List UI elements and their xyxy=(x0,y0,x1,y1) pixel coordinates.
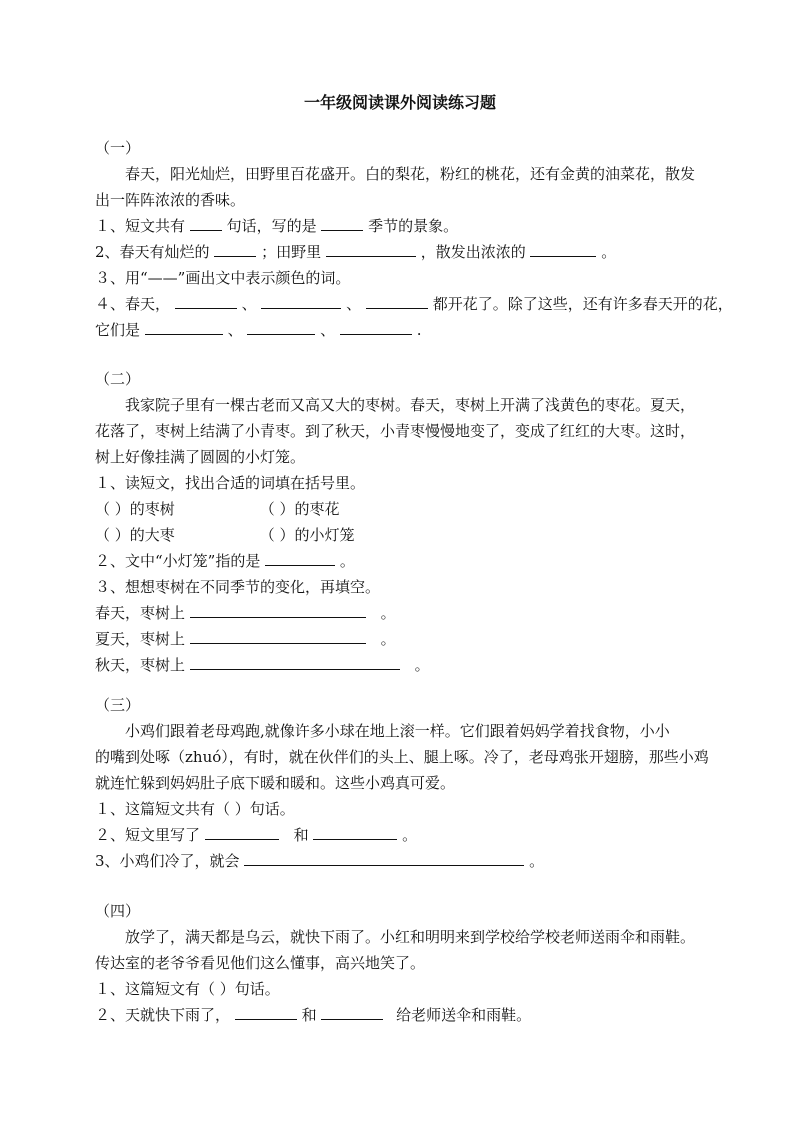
season-line xyxy=(95,600,720,626)
answer-blank[interactable] xyxy=(190,627,366,644)
question-text: ２、短文里写了 xyxy=(95,826,201,844)
season-line xyxy=(95,626,720,652)
question-1: １、这篇短文有（ ）句话。 xyxy=(95,980,280,998)
question-text: 3、小鸡们冷了，就会 xyxy=(95,852,240,870)
fill-row xyxy=(95,522,720,548)
answer-blank[interactable] xyxy=(205,823,279,840)
answer-blank[interactable] xyxy=(265,549,335,566)
period: 。 xyxy=(380,630,396,648)
answer-blank[interactable] xyxy=(247,318,315,335)
question-2 xyxy=(95,822,720,848)
answer-blank[interactable] xyxy=(190,653,400,670)
question-4 xyxy=(95,291,733,317)
paragraph-line: 树上好像挂满了圆圆的小灯笼。 xyxy=(95,448,306,466)
season-label: 夏天，枣树上 xyxy=(95,630,186,648)
paragraph-line: 小鸡们跟着老母鸡跑,就像许多小球在地上滚一样。它们跟着妈妈学着找食物，小小 xyxy=(125,722,670,740)
answer-blank[interactable] xyxy=(175,292,237,309)
paragraph-line: 的嘴到处啄（zhuó），有时，就在伙伴们的头上、腿上啄。冷了，老母鸡张开翅膀，那些小鸡 xyxy=(95,748,709,766)
question-1: １、这篇短文共有（ ）句话。 xyxy=(95,800,295,818)
question-text: 2、春天有灿烂的 xyxy=(95,243,210,261)
question-text: 。 xyxy=(339,552,355,570)
question-text: ，散发出浓浓的 xyxy=(420,243,526,261)
separator: 、 xyxy=(346,295,362,313)
season-label: 春天，枣树上 xyxy=(95,604,186,622)
question-text: ４、春天， xyxy=(95,295,171,313)
question-2 xyxy=(95,239,720,265)
question-text: 和 xyxy=(293,826,309,844)
answer-blank[interactable] xyxy=(326,240,416,257)
question-text: 给老师送伞和雨鞋。 xyxy=(396,1006,532,1024)
section-heading: （二） xyxy=(95,370,141,388)
question-text: 它们是 xyxy=(95,321,141,339)
answer-blank[interactable] xyxy=(261,292,341,309)
question-text: １、短文共有 xyxy=(95,217,186,235)
question-text: 。 xyxy=(529,852,545,870)
answer-blank[interactable] xyxy=(145,318,223,335)
answer-blank[interactable] xyxy=(313,823,397,840)
separator: 、 xyxy=(320,321,336,339)
section-heading: （四） xyxy=(95,902,141,920)
answer-blank[interactable] xyxy=(321,1003,383,1020)
question-2 xyxy=(95,548,720,574)
question-2 xyxy=(95,1002,720,1028)
question-text: 季节的景象。 xyxy=(368,217,459,235)
question-3: ３、想想枣树在不同季节的变化，再填空。 xyxy=(95,578,381,596)
question-text: 。 xyxy=(601,243,617,261)
answer-blank[interactable] xyxy=(321,214,363,231)
fill-item[interactable]: （ ）的枣树 xyxy=(95,500,175,518)
paragraph-line: 传达室的老爷爷看见他们这么懂事，高兴地笑了。 xyxy=(95,954,426,972)
answer-blank[interactable] xyxy=(244,849,524,866)
separator: 、 xyxy=(241,295,257,313)
paragraph-line: 花落了，枣树上结满了小青枣。到了秋天，小青枣慢慢地变了，变成了红红的大枣。这时， xyxy=(95,422,696,440)
fill-item[interactable]: （ ）的枣花 xyxy=(259,500,340,518)
question-text: ２、文中“小灯笼”指的是 xyxy=(95,552,261,570)
question-text: 和 xyxy=(301,1006,317,1024)
paragraph-line: 春天，阳光灿烂，田野里百花盛开。白的梨花，粉红的桃花，还有金黄的油菜花，散发 xyxy=(125,165,696,183)
fill-item[interactable]: （ ）的小灯笼 xyxy=(259,526,355,544)
question-text: 都开花了。除了这些，还有许多春天开的花， xyxy=(432,295,733,313)
question-text: 句话，写的是 xyxy=(226,217,317,235)
answer-blank[interactable] xyxy=(366,292,428,309)
period: 。 xyxy=(414,656,430,674)
paragraph-line: 我家院子里有一棵古老而又高又大的枣树。春天，枣树上开满了浅黄色的枣花。夏天， xyxy=(125,396,696,414)
period: 。 xyxy=(380,604,396,622)
question-3: ３、用“——”画出文中表示颜色的词。 xyxy=(95,269,351,287)
question-text: 。 xyxy=(402,826,418,844)
answer-blank[interactable] xyxy=(214,240,256,257)
question-1 xyxy=(95,213,720,239)
page-title: 一年级阅读课外阅读练习题 xyxy=(303,93,496,112)
season-line xyxy=(95,652,720,678)
answer-blank[interactable] xyxy=(340,318,412,335)
answer-blank[interactable] xyxy=(190,601,366,618)
paragraph-line: 放学了，满天都是乌云，就快下雨了。小红和明明来到学校给学校老师送雨伞和雨鞋。 xyxy=(125,928,696,946)
question-1: １、读短文，找出合适的词填在括号里。 xyxy=(95,474,366,492)
paragraph-line: 就连忙躲到妈妈肚子底下暖和暖和。这些小鸡真可爱。 xyxy=(95,774,456,792)
paragraph-line: 出一阵阵浓浓的香味。 xyxy=(95,191,246,209)
separator: 、 xyxy=(227,321,243,339)
season-label: 秋天，枣树上 xyxy=(95,656,186,674)
answer-blank[interactable] xyxy=(190,214,222,231)
section-heading: （三） xyxy=(95,696,141,714)
question-4-cont xyxy=(95,317,720,343)
section-heading: （一） xyxy=(95,139,141,157)
question-text: ２、天就快下雨了， xyxy=(95,1006,231,1024)
fill-row xyxy=(95,496,720,522)
answer-blank[interactable] xyxy=(530,240,596,257)
fill-item[interactable]: （ ）的大枣 xyxy=(95,526,175,544)
question-text: . xyxy=(416,321,422,339)
answer-blank[interactable] xyxy=(235,1003,297,1020)
question-text: ；田野里 xyxy=(261,243,322,261)
question-3 xyxy=(95,848,720,874)
